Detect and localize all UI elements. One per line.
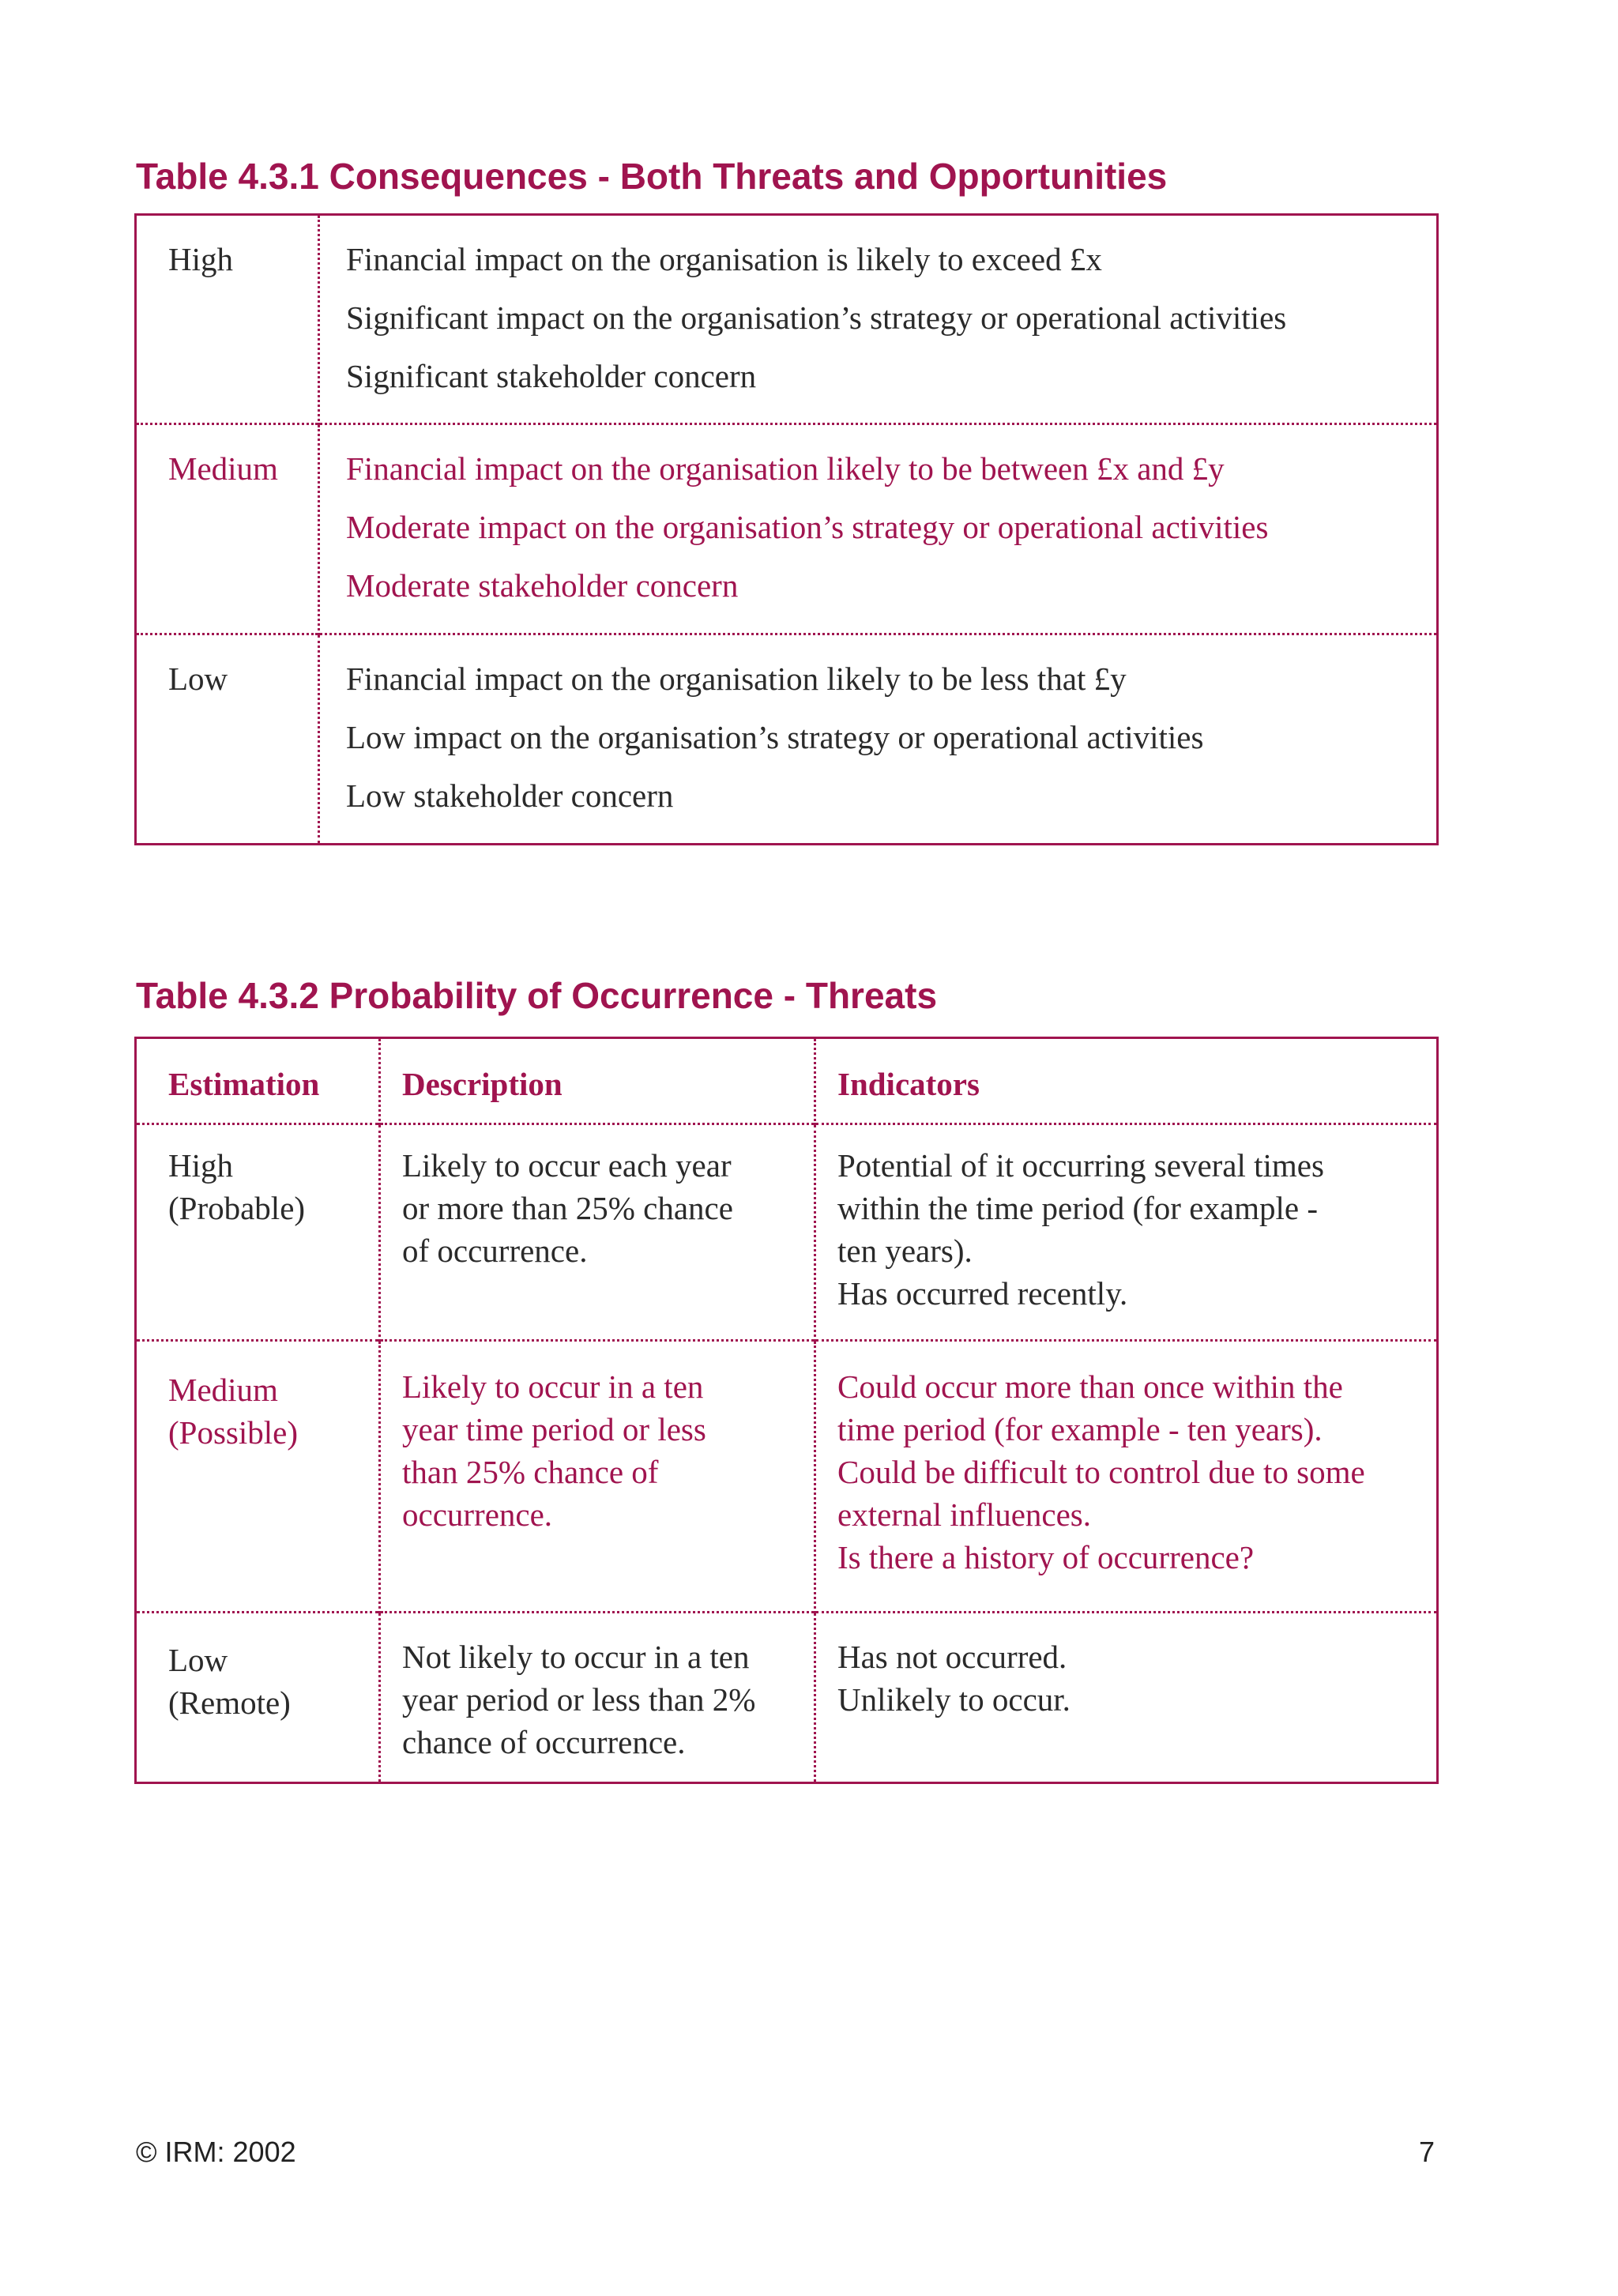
table-row [136,424,1438,634]
indicator-line: Has occurred recently. [837,1275,1128,1312]
table-4-3-1-title: Table 4.3.1 Consequences - Both Threats and Opportunities [136,156,1168,197]
description-line: Significant impact on the organisation’s strategy or operational activities [346,299,1287,336]
description-cell [380,1124,815,1341]
indicators-cell [815,1613,1438,1783]
estimation-cell [136,1613,380,1783]
description-line: Moderate impact on the organisation’s strategy or operational activities [346,509,1269,545]
level-low-description [319,634,1438,845]
header-description: Description [380,1038,815,1124]
level-low: Low [136,634,319,845]
indicator-line: time period (for example - ten years). [837,1411,1323,1447]
table-4-3-2-title: Table 4.3.2 Probability of Occurrence - Threats [136,975,938,1016]
indicator-line: external influences. [837,1496,1092,1533]
table-row [136,634,1438,845]
estimation-line: (Possible) [168,1414,298,1451]
header-indicators: Indicators [815,1038,1438,1124]
indicators-cell [815,1341,1438,1613]
level-high: High [136,215,319,424]
indicator-line: Potential of it occurring several times [837,1147,1324,1184]
description-line: chance of occurrence. [402,1724,686,1760]
table-header-row [136,1038,1438,1124]
probability-table [134,1037,1439,1784]
description-line: than 25% chance of [402,1454,659,1490]
description-cell [380,1613,815,1783]
level-medium: Medium [136,424,319,634]
description-line: Not likely to occur in a ten [402,1639,750,1675]
estimation-line: (Remote) [168,1684,291,1721]
description-line: Financial impact on the organisation is likely to exceed £x [346,241,1102,277]
indicator-line: Has not occurred. [837,1639,1067,1675]
table-row [136,1613,1438,1783]
description-line: Low impact on the organisation’s strategy or operational activities [346,719,1204,755]
level-high-description [319,215,1438,424]
description-line: Significant stakeholder concern [346,358,757,394]
description-line: Likely to occur in a ten [402,1368,704,1405]
description-line: occurrence. [402,1496,553,1533]
indicator-line: Is there a history of occurrence? [837,1539,1255,1575]
indicator-line: Unlikely to occur. [837,1681,1071,1718]
description-line: Financial impact on the organisation likely to be less that £y [346,661,1127,697]
table-row [136,1341,1438,1613]
description-line: or more than 25% chance [402,1190,733,1226]
description-line: Moderate stakeholder concern [346,567,739,604]
estimation-line: (Probable) [168,1190,306,1226]
estimation-line: Medium [168,1372,278,1408]
description-line: Likely to occur each year [402,1147,732,1184]
indicator-line: Could occur more than once within the [837,1368,1343,1405]
indicators-cell [815,1124,1438,1341]
description-line: year time period or less [402,1411,706,1447]
description-line: year period or less than 2% [402,1681,756,1718]
page-number: 7 [1419,2136,1436,2168]
estimation-line: Low [168,1642,228,1678]
table-row [136,1124,1438,1341]
estimation-cell [136,1124,380,1341]
estimation-line: High [168,1147,233,1184]
header-estimation: Estimation [168,1066,320,1102]
description-cell [380,1341,815,1613]
table-row [136,215,1438,424]
estimation-cell [136,1341,380,1613]
level-medium-description [319,424,1438,634]
description-line: of occurrence. [402,1233,588,1269]
description-line: Low stakeholder concern [346,777,674,814]
consequences-table [134,213,1439,845]
indicator-line: Could be difficult to control due to some [837,1454,1365,1490]
indicator-line: within the time period (for example - [837,1190,1318,1226]
copyright-footer: © IRM: 2002 [136,2136,296,2168]
description-line: Financial impact on the organisation likely to be between £x and £y [346,450,1225,487]
indicator-line: ten years). [837,1233,973,1269]
